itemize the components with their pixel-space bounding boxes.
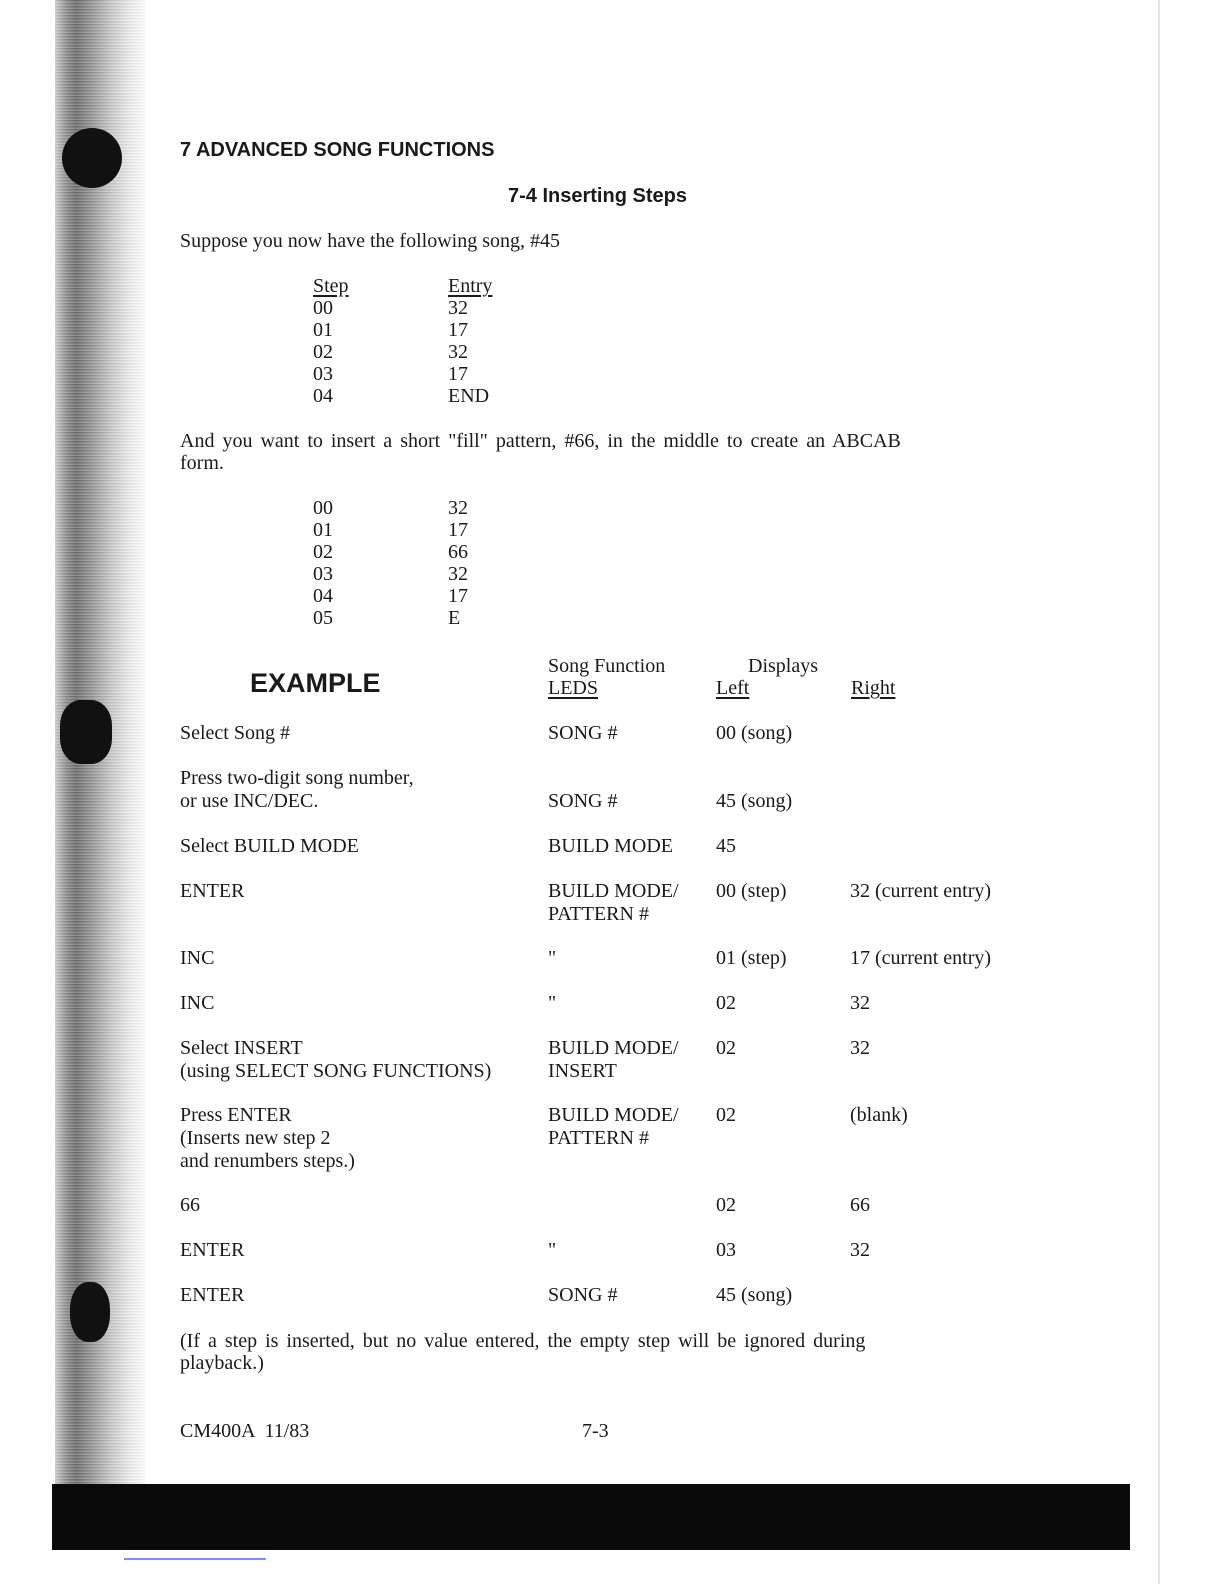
step-action: Select INSERT xyxy=(180,1037,303,1059)
step-left-display: 45 (song) xyxy=(716,790,793,812)
intro-text: Suppose you now have the following song, #45 xyxy=(180,230,560,252)
step-leds: BUILD MODE/ xyxy=(548,1037,679,1059)
step-leds: PATTERN # xyxy=(548,1127,649,1149)
step-action: (using SELECT SONG FUNCTIONS) xyxy=(180,1060,492,1082)
step-leds: SONG # xyxy=(548,722,618,744)
table2-step: 03 xyxy=(313,563,333,585)
step-right-display: 66 xyxy=(850,1194,870,1216)
table2-entry: 32 xyxy=(448,563,468,585)
table1-entry: END xyxy=(448,385,490,407)
table1-step: 04 xyxy=(313,385,333,407)
header-left: Left xyxy=(716,677,750,699)
step-leds: BUILD MODE/ xyxy=(548,1104,679,1126)
step-left-display: 45 (song) xyxy=(716,1284,793,1306)
table1-step: 02 xyxy=(313,341,333,363)
step-left-display: 02 xyxy=(716,1194,736,1216)
binding-hole-top xyxy=(62,128,122,188)
note-line: (If a step is inserted, but no value entered, the empty step will be ignored during xyxy=(180,1330,866,1352)
scan-bottom-line xyxy=(124,1558,266,1560)
table2-entry: 32 xyxy=(448,497,468,519)
step-right-display: 32 xyxy=(850,992,870,1014)
table1-entry: 17 xyxy=(448,363,468,385)
header-right: Right xyxy=(851,677,896,699)
section-title: 7-4 Inserting Steps xyxy=(508,185,687,207)
step-right-display: 17 (current entry) xyxy=(850,947,992,969)
step-left-display: 00 (step) xyxy=(716,880,787,902)
binding-hole-bottom xyxy=(70,1282,110,1342)
header-leds: LEDS xyxy=(548,677,598,699)
table2-step: 02 xyxy=(313,541,333,563)
step-leds: SONG # xyxy=(548,790,618,812)
scan-bottom-bar xyxy=(52,1484,1130,1550)
step-action: ENTER xyxy=(180,1239,245,1261)
chapter-heading: 7 ADVANCED SONG FUNCTIONS xyxy=(180,139,495,161)
step-leds: INSERT xyxy=(548,1060,617,1082)
step-leds: " xyxy=(548,1239,557,1261)
table2-step: 05 xyxy=(313,607,333,629)
step-left-display: 02 xyxy=(716,1037,736,1059)
table1-entry: 32 xyxy=(448,341,468,363)
step-action: or use INC/DEC. xyxy=(180,790,319,812)
header-displays: Displays xyxy=(748,655,818,677)
step-action: Press two-digit song number, xyxy=(180,767,414,789)
step-action: ENTER xyxy=(180,880,245,902)
table2-entry: 66 xyxy=(448,541,468,563)
table2-entry: E xyxy=(448,607,461,629)
step-action: ENTER xyxy=(180,1284,245,1306)
step-right-display: (blank) xyxy=(850,1104,908,1126)
step-leds: SONG # xyxy=(548,1284,618,1306)
step-action: INC xyxy=(180,947,215,969)
paragraph-line: And you want to insert a short "fill" pattern, #66, in the middle to create an ABCAB xyxy=(180,430,901,452)
step-leds: BUILD MODE/ xyxy=(548,880,679,902)
step-action: 66 xyxy=(180,1194,200,1216)
table1-header-step: Step xyxy=(313,275,349,297)
step-right-display: 32 (current entry) xyxy=(850,880,992,902)
step-action: Press ENTER xyxy=(180,1104,292,1126)
table1-step: 00 xyxy=(313,297,333,319)
paragraph-line: form. xyxy=(180,452,224,474)
table2-entry: 17 xyxy=(448,585,468,607)
binding-hole-middle xyxy=(60,700,112,764)
footer-doc-id: CM400A 11/83 xyxy=(180,1420,310,1442)
table1-step: 03 xyxy=(313,363,333,385)
page-number: 7-3 xyxy=(582,1420,609,1442)
step-leds: " xyxy=(548,947,557,969)
step-left-display: 03 xyxy=(716,1239,736,1261)
step-action: and renumbers steps.) xyxy=(180,1150,355,1172)
step-left-display: 45 xyxy=(716,835,736,857)
table2-step: 04 xyxy=(313,585,333,607)
table2-step: 00 xyxy=(313,497,333,519)
step-action: Select BUILD MODE xyxy=(180,835,359,857)
note-line: playback.) xyxy=(180,1352,264,1374)
step-leds: PATTERN # xyxy=(548,903,649,925)
step-action: (Inserts new step 2 xyxy=(180,1127,331,1149)
step-right-display: 32 xyxy=(850,1239,870,1261)
table1-step: 01 xyxy=(313,319,333,341)
header-song-function: Song Function xyxy=(548,655,666,677)
step-left-display: 00 (song) xyxy=(716,722,793,744)
example-label: EXAMPLE xyxy=(250,668,381,698)
step-left-display: 01 (step) xyxy=(716,947,787,969)
table2-step: 01 xyxy=(313,519,333,541)
step-right-display: 32 xyxy=(850,1037,870,1059)
step-leds: " xyxy=(548,992,557,1014)
step-leds: BUILD MODE xyxy=(548,835,673,857)
step-left-display: 02 xyxy=(716,992,736,1014)
page-edge xyxy=(1158,0,1160,1584)
table1-entry: 17 xyxy=(448,319,468,341)
step-left-display: 02 xyxy=(716,1104,736,1126)
table1-entry: 32 xyxy=(448,297,468,319)
table1-header-entry: Entry xyxy=(448,275,493,297)
table2-entry: 17 xyxy=(448,519,468,541)
step-action: INC xyxy=(180,992,215,1014)
step-action: Select Song # xyxy=(180,722,290,744)
